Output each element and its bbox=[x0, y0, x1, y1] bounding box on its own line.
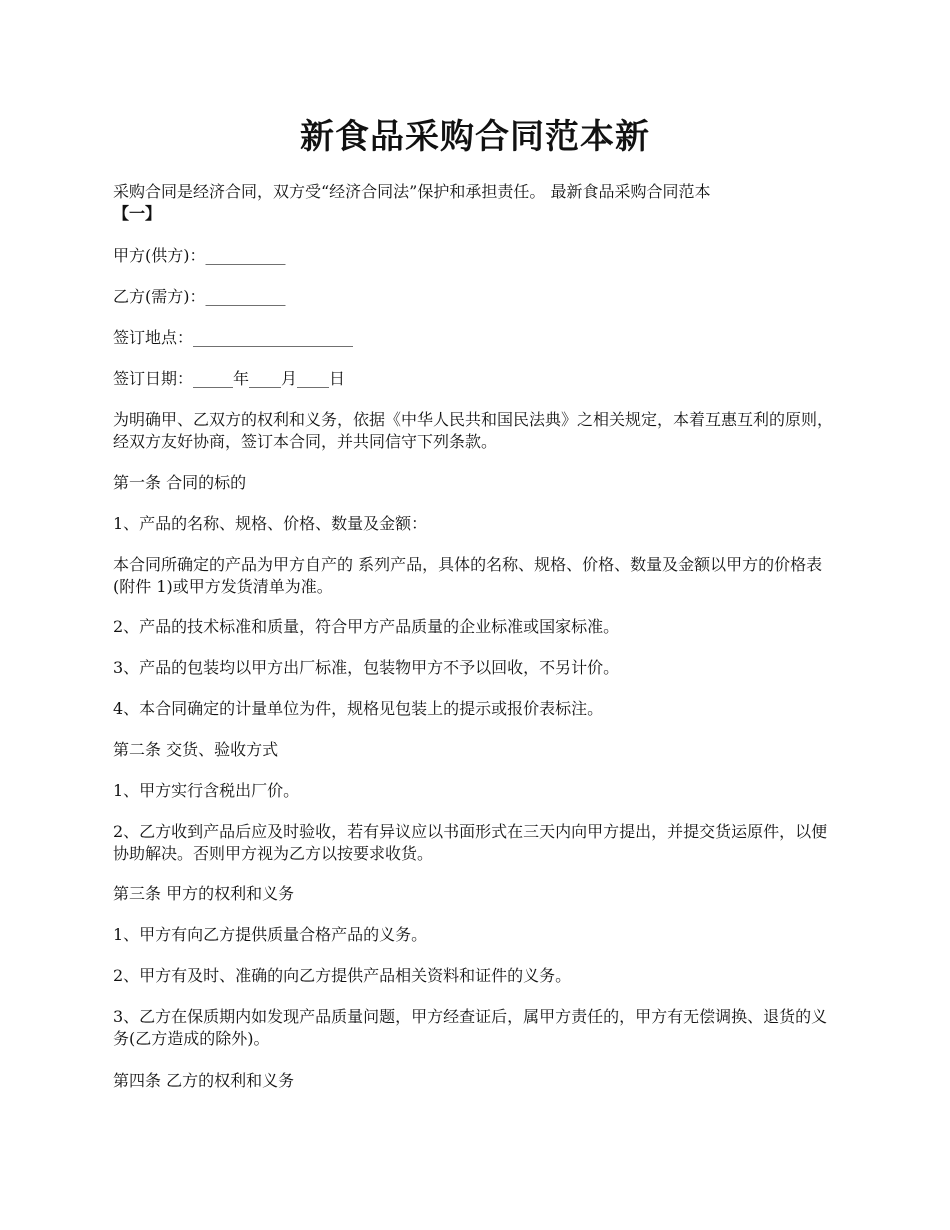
article-1-item-2: 2、产品的技术标准和质量，符合甲方产品质量的企业标准或国家标准。 bbox=[113, 617, 620, 636]
article-3-item-3: 3、乙方在保质期内如发现产品质量问题，甲方经查证后，属甲方责任的，甲方有无偿调换、退货的义务(乙方造成的除外)。 bbox=[113, 1007, 828, 1048]
sign-date-line: 签订日期：_____年____月____日 bbox=[113, 369, 346, 388]
party-a-line: 甲方(供方)：__________ bbox=[113, 246, 286, 265]
article-2-heading: 第二条 交货、验收方式 bbox=[113, 740, 279, 759]
article-3-item-1: 1、甲方有向乙方提供质量合格产品的义务。 bbox=[113, 925, 428, 944]
article-2-item-1: 1、甲方实行含税出厂价。 bbox=[113, 781, 300, 800]
sign-place-line: 签订地点：____________________ bbox=[113, 328, 354, 347]
preamble-paragraph: 为明确甲、乙双方的权利和义务，依据《中华人民共和国民法典》之相关规定，本着互惠互利的原则，经双方友好协商，签订本合同，并共同信守下列条款。 bbox=[113, 410, 834, 451]
intro-line: 采购合同是经济合同，双方受“经济合同法”保护和承担责任。 最新食品采购合同范本 bbox=[113, 182, 711, 201]
article-1-item-4: 4、本合同确定的计量单位为件，规格见包装上的提示或报价表标注。 bbox=[113, 699, 604, 718]
article-1-item-1-detail: 本合同所确定的产品为甲方自产的 系列产品，具体的名称、规格、价格、数量及金额以甲方的价格表(附件 1)或甲方发货清单为准。 bbox=[113, 555, 823, 596]
article-1-item-3: 3、产品的包装均以甲方出厂标准，包装物甲方不予以回收，不另计价。 bbox=[113, 658, 620, 677]
document-title: 新食品采购合同范本新 bbox=[300, 117, 650, 157]
article-3-item-2: 2、甲方有及时、准确的向乙方提供产品相关资料和证件的义务。 bbox=[113, 966, 572, 985]
intro-bracket: 【一】 bbox=[113, 204, 162, 223]
article-4-heading: 第四条 乙方的权利和义务 bbox=[113, 1071, 295, 1090]
article-1-heading: 第一条 合同的标的 bbox=[113, 473, 247, 492]
article-2-item-2: 2、乙方收到产品后应及时验收，若有异议应以书面形式在三天内向甲方提出，并提交货运原件，以便协助解决。否则甲方视为乙方以按要求收货。 bbox=[113, 822, 828, 863]
intro-paragraph bbox=[113, 181, 839, 225]
article-3-heading: 第三条 甲方的权利和义务 bbox=[113, 884, 295, 903]
article-1-item-1: 1、产品的名称、规格、价格、数量及金额： bbox=[113, 514, 428, 533]
party-b-line: 乙方(需方)：__________ bbox=[113, 287, 286, 306]
